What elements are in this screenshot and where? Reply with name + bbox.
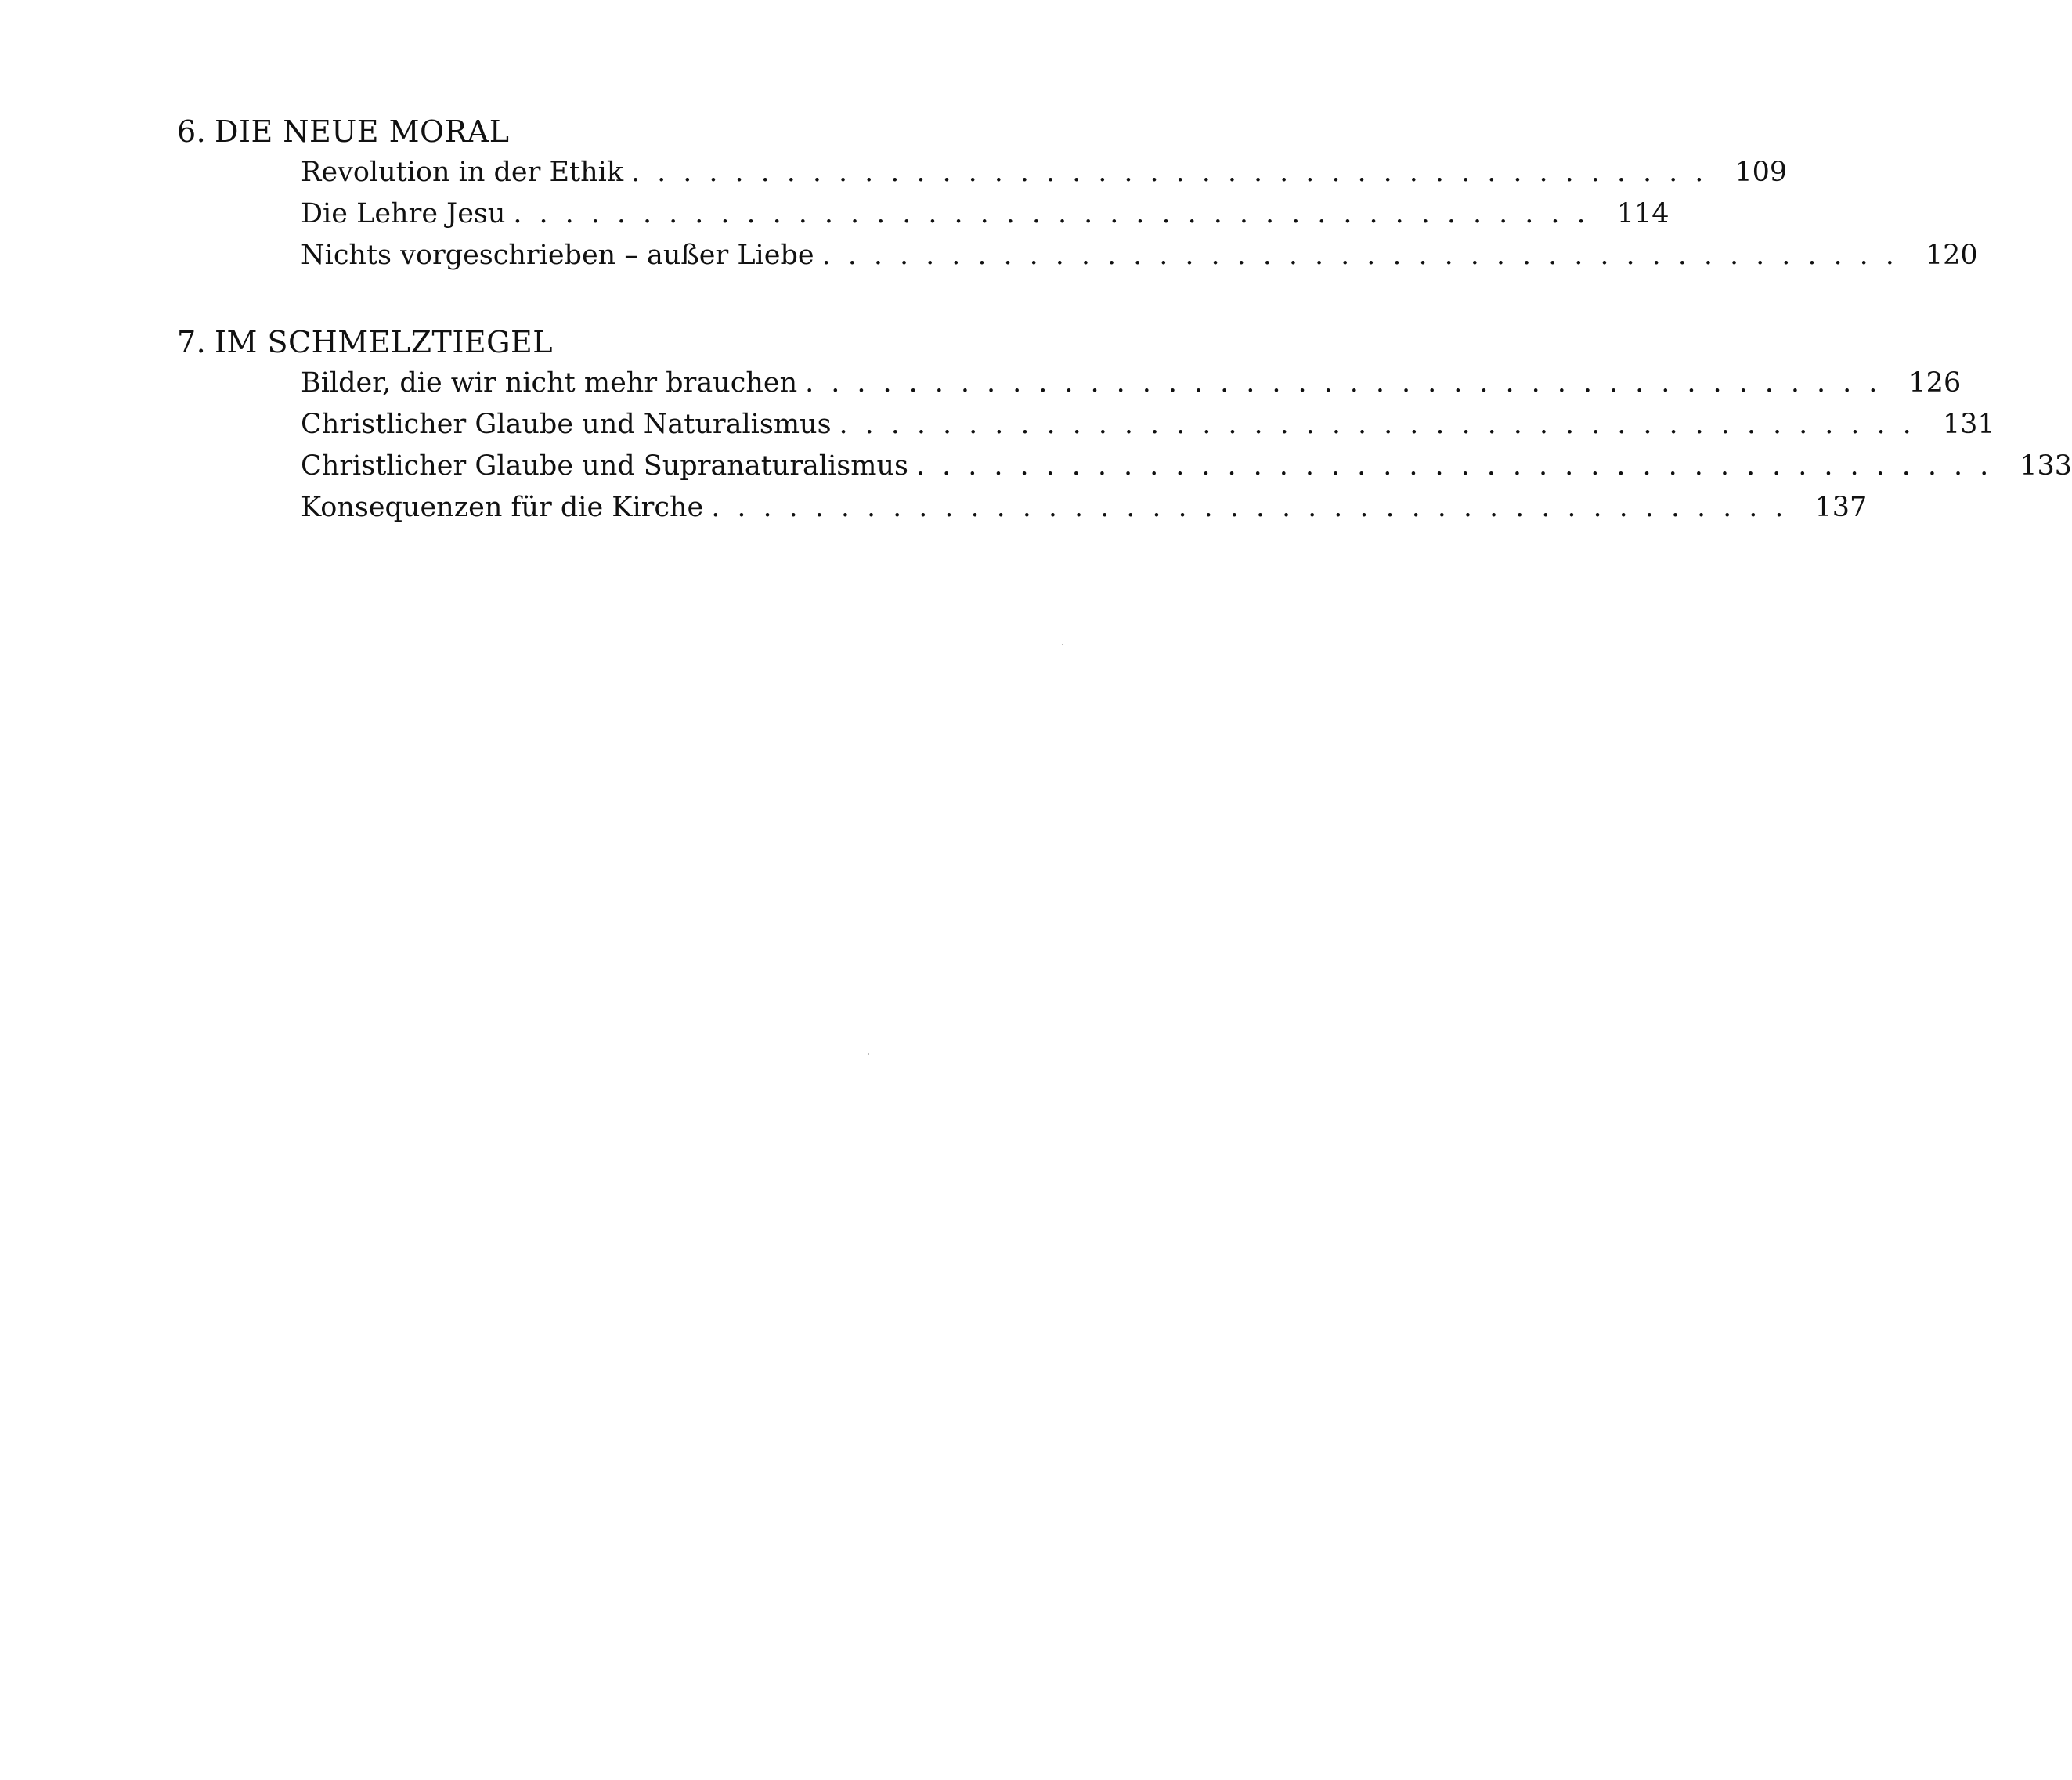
dot-leader: ..........................................	[805, 367, 1895, 399]
toc-entry	[301, 363, 1962, 404]
entry-page-number: 137	[1814, 492, 1868, 523]
chapter-title: IM SCHMELZTIEGEL	[215, 325, 553, 359]
dot-leader: ..........................................	[631, 157, 1721, 188]
entry-page-number: 114	[1616, 198, 1670, 229]
chapter-6	[177, 111, 1978, 276]
entry-title: Nichts vorgeschrieben – außer Liebe	[301, 240, 814, 271]
chapter-heading	[177, 322, 1045, 363]
chapter-title: DIE NEUE MORAL	[215, 114, 510, 149]
chapter-entries	[301, 363, 2072, 529]
entry-page-number: 120	[1925, 240, 1978, 271]
toc-entry	[301, 404, 1995, 446]
entry-title: Revolution in der Ethik	[301, 157, 624, 188]
entry-title: Bilder, die wir nicht mehr brauchen	[301, 367, 798, 399]
toc-entry	[301, 487, 1868, 529]
chapter-heading	[177, 111, 1045, 152]
scan-speck	[1062, 644, 1063, 645]
chapter-7	[177, 322, 2072, 529]
entry-title: Christlicher Glaube und Naturalismus	[301, 409, 832, 440]
dot-leader: ..........................................	[513, 198, 1603, 229]
chapter-number: 7.	[177, 325, 207, 359]
dot-leader: ..........................................	[915, 450, 2006, 482]
entry-title: Christlicher Glaube und Supranaturalismus	[301, 450, 908, 482]
dot-leader: ..........................................	[711, 492, 1801, 523]
toc-entry	[301, 235, 1978, 276]
entry-page-number: 133	[2020, 450, 2072, 482]
dot-leader: ..........................................	[839, 409, 1929, 440]
dot-leader: ..........................................	[821, 240, 1911, 271]
entry-title: Die Lehre Jesu	[301, 198, 506, 229]
toc-entry	[301, 446, 2072, 487]
entry-page-number: 131	[1942, 409, 1995, 440]
scan-speck	[868, 1053, 869, 1055]
entry-page-number: 126	[1908, 367, 1962, 399]
entry-title: Konsequenzen für die Kirche	[301, 492, 704, 523]
toc-entry	[301, 193, 1670, 235]
entry-page-number: 109	[1734, 157, 1788, 188]
chapter-number: 6.	[177, 114, 207, 149]
table-of-contents	[177, 111, 2072, 574]
chapter-entries	[301, 152, 1978, 276]
toc-entry	[301, 152, 1788, 193]
